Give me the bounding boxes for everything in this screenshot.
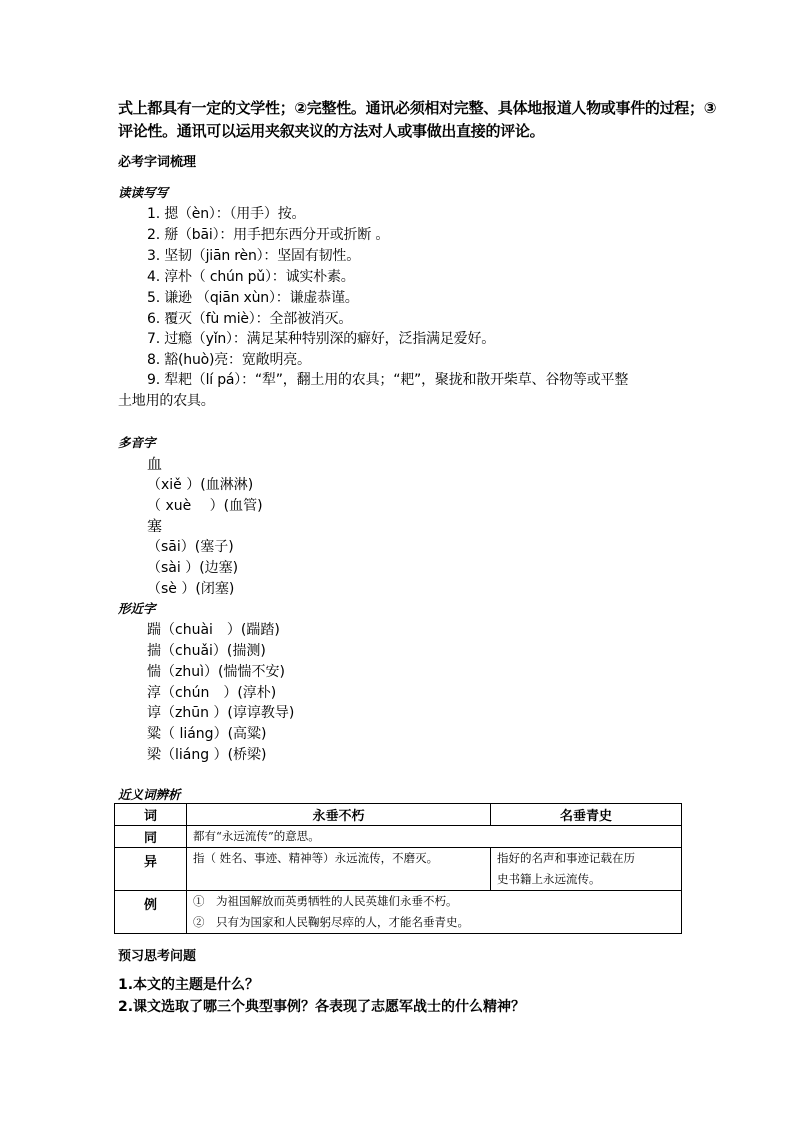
table-cell: 都有“永远流传”的意思。 xyxy=(187,826,682,848)
row-label: 异 xyxy=(115,848,187,891)
table-cell xyxy=(187,891,682,934)
synonym-table xyxy=(114,803,682,934)
question-item: 2.课文选取了哪三个典型事例？各表现了志愿军战士的什么精神？ xyxy=(118,999,526,1015)
table-row xyxy=(115,891,682,934)
similar-char-item: 谆（zhūn ）(谆谆教导) xyxy=(147,705,295,721)
row-label: 例 xyxy=(115,891,187,934)
readwrite-item: 4. 淳朴（ chún pǔ）：诚实朴素。 xyxy=(147,269,355,285)
section-heading-words: 必考字词梳理 xyxy=(118,155,197,170)
table-row xyxy=(115,848,682,891)
table-header-cell: 永垂不朽 xyxy=(187,804,491,826)
similar-char-item: 淳（chún ）(淳朴) xyxy=(147,685,277,701)
similar-char-item: 揣（chuǎi）(揣测) xyxy=(147,643,266,659)
readwrite-item-continued: 土地用的农具。 xyxy=(118,393,215,409)
polyphone-reading: （sè ）(闭塞) xyxy=(147,581,235,597)
table-header-cell: 词 xyxy=(115,804,187,826)
readwrite-item: 7. 过瘾（yǐn）：满足某种特别深的癖好，泛指满足爱好。 xyxy=(147,331,496,347)
section-heading-preview: 预习思考问题 xyxy=(118,949,197,964)
readwrite-item: 9. 犁耙（lí pá）：“犁”，翻土用的农具；“耙”，聚拢和散开柴草、谷物等或平整 xyxy=(147,372,629,388)
cell-line: 指好的名声和事迹记载在历 xyxy=(497,851,635,865)
table-header-row xyxy=(115,804,682,826)
readwrite-item: 5. 谦逊 （qiān xùn）：谦虚恭谨。 xyxy=(147,290,359,306)
polyphone-reading: （sài ）(边塞) xyxy=(147,560,239,576)
readwrite-item: 2. 掰（bāi）：用手把东西分开或折断 。 xyxy=(147,227,390,243)
readwrite-item: 3. 坚韧（jiān rèn）：坚固有韧性。 xyxy=(147,248,361,264)
section-heading-synonym: 近义词辨析 xyxy=(118,787,181,802)
intro-line-1: 式上都具有一定的文学性；②完整性。通讯必须相对完整、具体地报道人物或事件的过程；③ xyxy=(118,99,717,117)
polyphone-char: 塞 xyxy=(147,517,163,535)
intro-line-2: 评论性。通讯可以运用夹叙夹议的方法对人或事做出直接的评论。 xyxy=(118,122,545,140)
section-heading-polyphone: 多音字 xyxy=(118,435,156,450)
similar-char-item: 踹（chuài ）(踹踏) xyxy=(147,622,280,638)
example-line: ② 只有为国家和人民鞠躬尽瘁的人，才能名垂青史。 xyxy=(193,915,469,929)
table-cell: 指（ 姓名、事迹、精神等）永远流传，不磨灭。 xyxy=(187,848,491,891)
polyphone-reading: （xiě ）(血淋淋) xyxy=(147,477,254,493)
readwrite-item: 8. 豁(huò)亮：宽敞明亮。 xyxy=(147,352,311,368)
polyphone-reading: （sāi）(塞子) xyxy=(147,539,234,555)
similar-char-item: 梁（liáng ）(桥梁) xyxy=(147,747,267,763)
section-heading-readwrite: 读读写写 xyxy=(118,185,169,200)
cell-line: 史书籍上永远流传。 xyxy=(497,872,601,886)
table-header-cell: 名垂青史 xyxy=(491,804,682,826)
table-row xyxy=(115,826,682,848)
question-item: 1.本文的主题是什么？ xyxy=(118,977,260,993)
table-cell xyxy=(491,848,682,891)
similar-char-item: 惴（zhuì）(惴惴不安) xyxy=(147,664,285,680)
polyphone-char: 血 xyxy=(147,455,163,473)
polyphone-reading: （ xuè ）(血管) xyxy=(147,498,263,514)
similar-char-item: 粱（ liáng）(高粱) xyxy=(147,726,267,742)
section-heading-similar: 形近字 xyxy=(118,601,156,616)
readwrite-item: 6. 覆灭（fù miè）：全部被消灭。 xyxy=(147,311,353,327)
readwrite-item: 1. 摁（èn）：（用手）按。 xyxy=(147,206,306,222)
row-label: 同 xyxy=(115,826,187,848)
example-line: ① 为祖国解放而英勇牺牲的人民英雄们永垂不朽。 xyxy=(193,894,458,908)
